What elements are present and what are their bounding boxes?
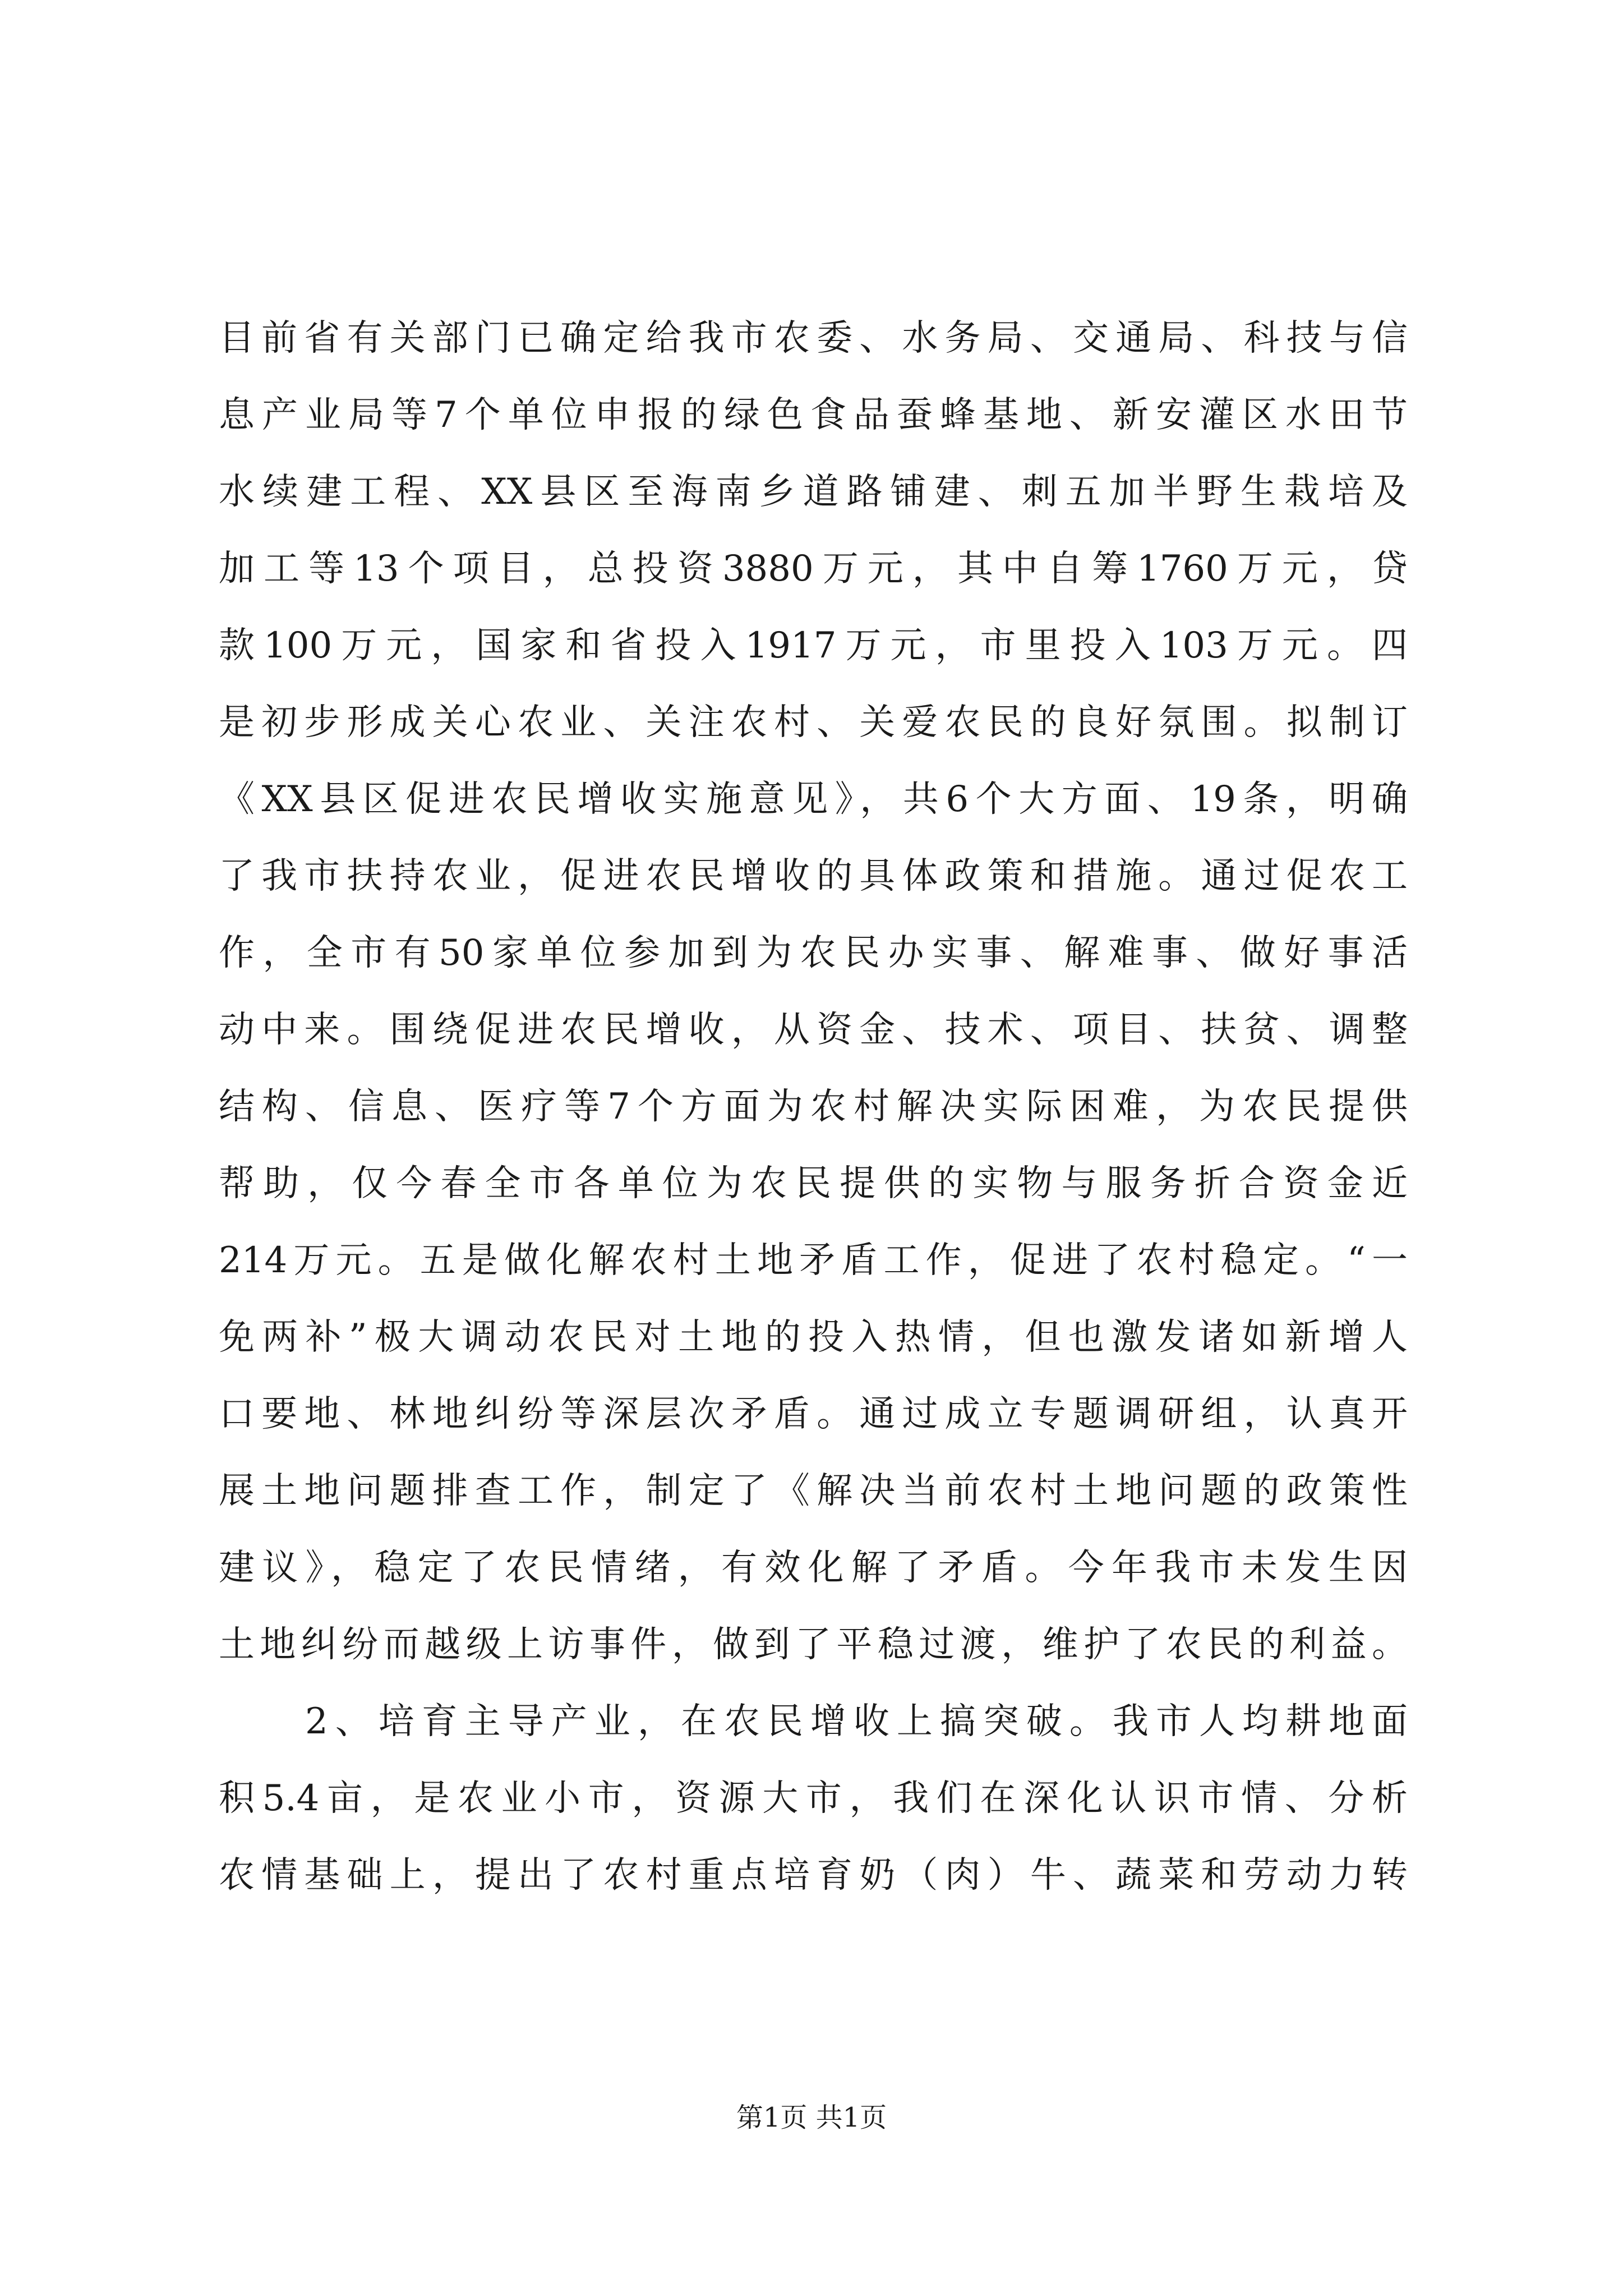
text-line: 土地纠纷而越级上访事件，做到了平稳过渡，维护了农民的利益。 [219,1624,1408,1665]
text-line: 目前省有关部门已确定给我市农委、水务局、交通局、科技与信 [219,318,1408,359]
body-text [219,300,1408,1914]
text-line: 农情基础上，提出了农村重点培育奶（肉）牛、蔬菜和劳动力转 [219,1855,1408,1896]
text-line: 214万元。五是做化解农村土地矛盾工作，促进了农村稳定。“一 [219,1240,1408,1281]
text-line: 《XX县区促进农民增收实施意见》，共6个大方面、19条，明确 [219,779,1408,820]
text-line: 款100万元，国家和省投入1917万元，市里投入103万元。四 [219,625,1408,666]
text-line: 展土地问题排查工作，制定了《解决当前农村土地问题的政策性 [219,1470,1408,1512]
page-footer: 第1页 共1页 [736,2102,887,2133]
text-line: 加工等13个项目，总投资3880万元，其中自筹1760万元，贷 [219,548,1408,590]
text-line: 免两补”极大调动农民对土地的投入热情，但也激发诸如新增人 [219,1317,1408,1358]
text-line: 息产业局等7个单位申报的绿色食品蚕蜂基地、新安灌区水田节 [219,394,1408,436]
text-line: 作，全市有50家单位参加到为农民办实事、解难事、做好事活 [219,932,1408,974]
text-line: 了我市扶持农业，促进农民增收的具体政策和措施。通过促农工 [219,855,1408,897]
text-line: 动中来。围绕促进农民增收，从资金、技术、项目、扶贫、调整 [219,1009,1408,1051]
text-line: 积5.4亩，是农业小市，资源大市，我们在深化认识市情、分析 [219,1778,1408,1819]
text-line: 口要地、林地纠纷等深层次矛盾。通过成立专题调研组，认真开 [219,1393,1408,1435]
text-line: 帮助，仅今春全市各单位为农民提供的实物与服务折合资金近 [219,1163,1408,1204]
text-line: 2、培育主导产业，在农民增收上搞突破。我市人均耕地面 [219,1701,1408,1742]
text-line: 水续建工程、XX县区至海南乡道路铺建、刺五加半野生栽培及 [219,471,1408,513]
text-line: 结构、信息、医疗等7个方面为农村解决实际困难，为农民提供 [219,1086,1408,1128]
text-line: 建议》，稳定了农民情绪，有效化解了矛盾。今年我市未发生因 [219,1547,1408,1589]
text-line: 是初步形成关心农业、关注农村、关爱农民的良好氛围。拟制订 [219,702,1408,743]
